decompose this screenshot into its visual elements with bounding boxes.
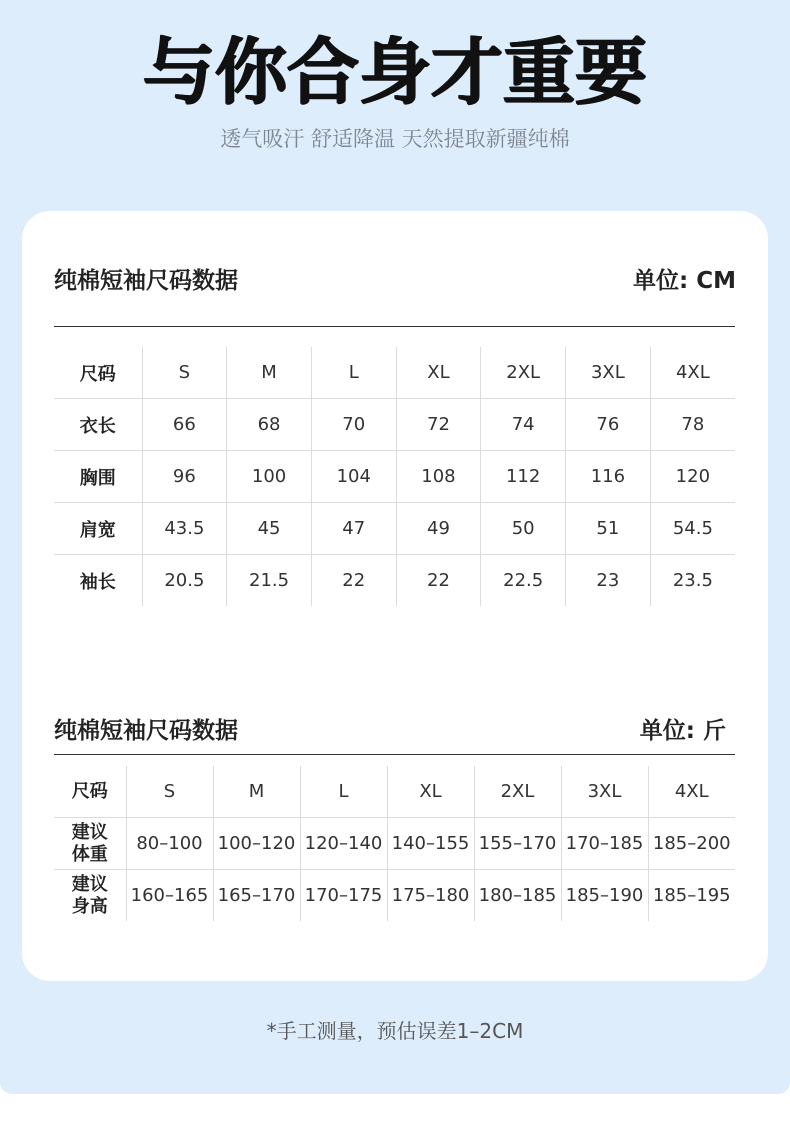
row-label: 肩宽 [54,503,142,555]
table-cell: 116 [566,451,651,503]
size-header-cell: 2XL [481,347,566,399]
table-row [54,818,735,870]
row-label: 尺码 [71,780,108,802]
table-cell: 100–120 [213,818,300,870]
table-cell: 49 [396,503,481,555]
size-header-cell: S [126,766,213,818]
table-cell: 120 [650,451,735,503]
size-header-cell: 3XL [561,766,648,818]
table-cell: 104 [311,451,396,503]
table-cell: 50 [481,503,566,555]
size-header-cell: M [227,347,312,399]
table-cell: 70 [311,399,396,451]
table-cell: 23 [566,555,651,607]
size-chart-card [22,211,768,981]
size-header-cell: L [311,347,396,399]
table-cell: 76 [566,399,651,451]
table-cell: 47 [311,503,396,555]
size-header-cell: 2XL [474,766,561,818]
table1-title: 纯棉短袖尺码数据 [54,268,238,294]
table1-unit: 单位: CM [633,268,736,294]
row-label: 建议 体重 [54,818,126,870]
table-cell: 120–140 [300,818,387,870]
table2-unit: 单位: 斤 [639,718,726,744]
table-cell: 96 [142,451,227,503]
table-row [54,870,735,922]
table-cell: 21.5 [227,555,312,607]
table-cell: 175–180 [387,870,474,922]
size-header-cell: 4XL [648,766,735,818]
table2-divider [54,754,735,755]
table-cell: 140–155 [387,818,474,870]
row-label: 尺码 [79,363,116,385]
table-cell: 100 [227,451,312,503]
table-cell: 23.5 [650,555,735,607]
size-header-cell: 4XL [650,347,735,399]
table-cell: 43.5 [142,503,227,555]
table-row [54,399,735,451]
table-cell: 165–170 [213,870,300,922]
table-cell: 20.5 [142,555,227,607]
table-cell: 170–175 [300,870,387,922]
row-label: 袖长 [54,555,142,607]
page-subtitle: 透气吸汗 舒适降温 天然提取新疆纯棉 [220,127,570,151]
table-cell: 45 [227,503,312,555]
table-header-row [54,347,735,399]
table-header-row [54,766,735,818]
table-cell: 78 [650,399,735,451]
table-cell: 80–100 [126,818,213,870]
row-label: 胸围 [54,451,142,503]
measurement-note: *手工测量，预估误差1–2CM [266,1019,524,1043]
size-header-cell: M [213,766,300,818]
table-cell: 54.5 [650,503,735,555]
page-title: 与你合身才重要 [142,30,647,114]
table-cell: 112 [481,451,566,503]
table-cell: 185–195 [648,870,735,922]
table-cell: 66 [142,399,227,451]
table-cell: 180–185 [474,870,561,922]
table1-size-measurements [54,347,735,606]
table-cell: 185–200 [648,818,735,870]
table-cell: 155–170 [474,818,561,870]
table-cell: 160–165 [126,870,213,922]
size-header-cell: XL [396,347,481,399]
table-cell: 185–190 [561,870,648,922]
table1-divider [54,326,735,327]
table-cell: 22.5 [481,555,566,607]
table-cell: 74 [481,399,566,451]
table-row [54,555,735,607]
table-row [54,503,735,555]
table-cell: 72 [396,399,481,451]
size-header-cell: L [300,766,387,818]
row-label: 建议 身高 [54,870,126,922]
table2-title: 纯棉短袖尺码数据 [54,718,238,744]
table-cell: 51 [566,503,651,555]
row-label: 衣长 [54,399,142,451]
size-header-cell: XL [387,766,474,818]
size-header-cell: 3XL [566,347,651,399]
size-header-cell: S [142,347,227,399]
table-cell: 22 [396,555,481,607]
table-cell: 170–185 [561,818,648,870]
table-cell: 22 [311,555,396,607]
table2-fit-guide [54,766,735,921]
table-cell: 68 [227,399,312,451]
table-row [54,451,735,503]
table-cell: 108 [396,451,481,503]
